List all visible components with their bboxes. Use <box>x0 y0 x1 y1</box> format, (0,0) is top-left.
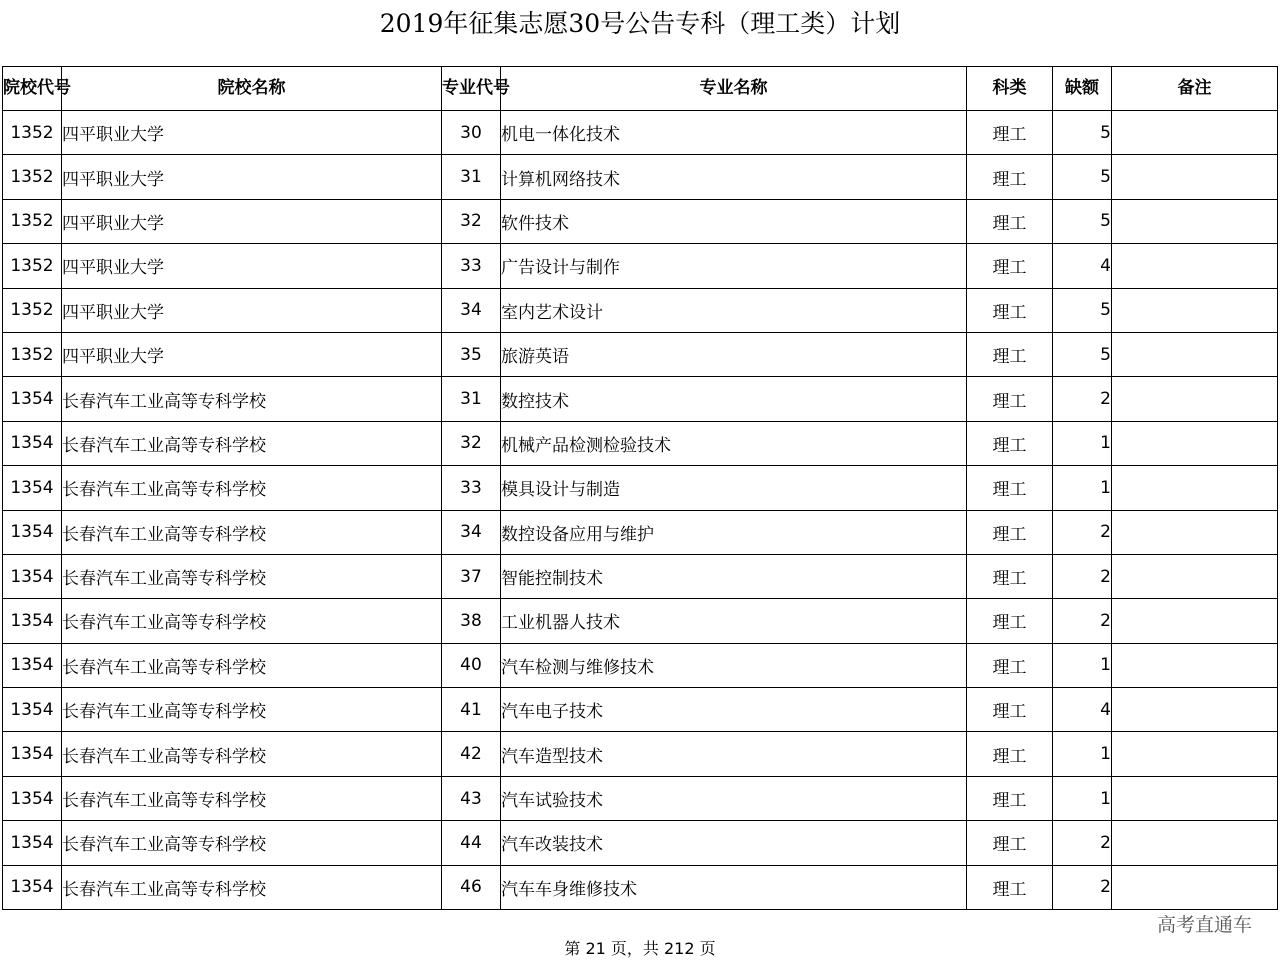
cell-major-code: 32 <box>442 421 501 465</box>
cell-notes <box>1112 288 1278 332</box>
cell-major-code: 34 <box>442 510 501 554</box>
cell-major-code: 32 <box>442 199 501 243</box>
cell-school-code: 1354 <box>3 688 62 732</box>
table-row <box>3 510 1278 554</box>
cell-category: 理工 <box>967 688 1053 732</box>
cell-school-code: 1352 <box>3 288 62 332</box>
table-row <box>3 821 1278 865</box>
table-row <box>3 688 1278 732</box>
table-row <box>3 421 1278 465</box>
cell-notes <box>1112 776 1278 820</box>
cell-category: 理工 <box>967 199 1053 243</box>
enrollment-plan-table <box>2 66 1278 910</box>
cell-school-name: 长春汽车工业高等专科学校 <box>62 821 442 865</box>
cell-notes <box>1112 510 1278 554</box>
cell-school-name: 四平职业大学 <box>62 288 442 332</box>
cell-major-name: 汽车改装技术 <box>501 821 967 865</box>
cell-major-code: 40 <box>442 643 501 687</box>
table-row <box>3 554 1278 598</box>
cell-quota: 1 <box>1053 732 1112 776</box>
cell-major-code: 34 <box>442 288 501 332</box>
cell-notes <box>1112 643 1278 687</box>
cell-notes <box>1112 599 1278 643</box>
table-row <box>3 111 1278 155</box>
cell-major-code: 31 <box>442 377 501 421</box>
cell-notes <box>1112 865 1278 909</box>
cell-school-code: 1354 <box>3 643 62 687</box>
cell-notes <box>1112 332 1278 376</box>
table-row <box>3 377 1278 421</box>
table-body <box>3 111 1278 910</box>
cell-quota: 4 <box>1053 688 1112 732</box>
cell-notes <box>1112 732 1278 776</box>
cell-school-name: 四平职业大学 <box>62 199 442 243</box>
cell-major-name: 机械产品检测检验技术 <box>501 421 967 465</box>
cell-notes <box>1112 111 1278 155</box>
cell-major-name: 广告设计与制作 <box>501 244 967 288</box>
cell-school-code: 1354 <box>3 554 62 598</box>
cell-school-name: 四平职业大学 <box>62 244 442 288</box>
cell-school-code: 1352 <box>3 155 62 199</box>
cell-major-name: 汽车试验技术 <box>501 776 967 820</box>
cell-category: 理工 <box>967 421 1053 465</box>
header-quota: 缺额 <box>1053 67 1112 111</box>
cell-major-name: 软件技术 <box>501 199 967 243</box>
cell-major-code: 38 <box>442 599 501 643</box>
cell-school-name: 长春汽车工业高等专科学校 <box>62 554 442 598</box>
watermark: 高考直通车 <box>1156 914 1252 936</box>
cell-school-name: 长春汽车工业高等专科学校 <box>62 599 442 643</box>
cell-major-code: 33 <box>442 466 501 510</box>
header-notes: 备注 <box>1112 67 1278 111</box>
table-row <box>3 599 1278 643</box>
cell-major-code: 44 <box>442 821 501 865</box>
table-row <box>3 643 1278 687</box>
table-row <box>3 332 1278 376</box>
cell-major-name: 汽车检测与维修技术 <box>501 643 967 687</box>
cell-quota: 4 <box>1053 244 1112 288</box>
table-row <box>3 288 1278 332</box>
cell-school-code: 1354 <box>3 821 62 865</box>
cell-major-code: 31 <box>442 155 501 199</box>
cell-school-name: 长春汽车工业高等专科学校 <box>62 643 442 687</box>
cell-school-code: 1354 <box>3 732 62 776</box>
cell-major-name: 工业机器人技术 <box>501 599 967 643</box>
cell-school-name: 长春汽车工业高等专科学校 <box>62 776 442 820</box>
cell-notes <box>1112 155 1278 199</box>
cell-quota: 2 <box>1053 510 1112 554</box>
cell-major-name: 室内艺术设计 <box>501 288 967 332</box>
cell-category: 理工 <box>967 377 1053 421</box>
cell-major-code: 46 <box>442 865 501 909</box>
cell-school-code: 1354 <box>3 776 62 820</box>
table-header-row <box>3 67 1278 111</box>
page-footer: 第 21 页，共 212 页 <box>564 939 716 958</box>
cell-major-name: 数控技术 <box>501 377 967 421</box>
cell-notes <box>1112 821 1278 865</box>
cell-quota: 5 <box>1053 199 1112 243</box>
cell-category: 理工 <box>967 111 1053 155</box>
table-row <box>3 244 1278 288</box>
cell-category: 理工 <box>967 732 1053 776</box>
cell-school-name: 四平职业大学 <box>62 111 442 155</box>
cell-notes <box>1112 688 1278 732</box>
table-row <box>3 732 1278 776</box>
cell-school-code: 1354 <box>3 599 62 643</box>
cell-major-name: 计算机网络技术 <box>501 155 967 199</box>
cell-category: 理工 <box>967 466 1053 510</box>
cell-quota: 5 <box>1053 332 1112 376</box>
cell-school-code: 1352 <box>3 332 62 376</box>
table-row <box>3 155 1278 199</box>
table-row <box>3 776 1278 820</box>
table-row <box>3 466 1278 510</box>
cell-category: 理工 <box>967 510 1053 554</box>
cell-school-name: 长春汽车工业高等专科学校 <box>62 466 442 510</box>
cell-category: 理工 <box>967 288 1053 332</box>
cell-school-code: 1354 <box>3 377 62 421</box>
cell-school-code: 1354 <box>3 865 62 909</box>
cell-quota: 2 <box>1053 377 1112 421</box>
cell-major-code: 30 <box>442 111 501 155</box>
header-school-code: 院校代号 <box>3 67 62 111</box>
cell-major-code: 33 <box>442 244 501 288</box>
cell-quota: 2 <box>1053 554 1112 598</box>
cell-school-name: 长春汽车工业高等专科学校 <box>62 732 442 776</box>
cell-school-code: 1354 <box>3 421 62 465</box>
cell-school-name: 四平职业大学 <box>62 332 442 376</box>
table-row <box>3 199 1278 243</box>
cell-school-name: 长春汽车工业高等专科学校 <box>62 377 442 421</box>
cell-category: 理工 <box>967 865 1053 909</box>
page-title: 2019年征集志愿30号公告专科（理工类）计划 <box>379 9 901 38</box>
cell-school-name: 长春汽车工业高等专科学校 <box>62 865 442 909</box>
cell-school-code: 1352 <box>3 111 62 155</box>
cell-category: 理工 <box>967 332 1053 376</box>
cell-major-code: 37 <box>442 554 501 598</box>
cell-major-name: 数控设备应用与维护 <box>501 510 967 554</box>
header-major-code: 专业代号 <box>442 67 501 111</box>
cell-school-code: 1352 <box>3 244 62 288</box>
cell-major-code: 35 <box>442 332 501 376</box>
cell-notes <box>1112 421 1278 465</box>
cell-school-name: 四平职业大学 <box>62 155 442 199</box>
cell-school-code: 1354 <box>3 466 62 510</box>
cell-major-code: 41 <box>442 688 501 732</box>
cell-major-name: 机电一体化技术 <box>501 111 967 155</box>
cell-quota: 2 <box>1053 599 1112 643</box>
cell-notes <box>1112 554 1278 598</box>
cell-quota: 5 <box>1053 155 1112 199</box>
cell-category: 理工 <box>967 244 1053 288</box>
cell-major-name: 汽车造型技术 <box>501 732 967 776</box>
cell-quota: 5 <box>1053 111 1112 155</box>
cell-quota: 1 <box>1053 421 1112 465</box>
cell-major-code: 43 <box>442 776 501 820</box>
cell-notes <box>1112 199 1278 243</box>
table-row <box>3 865 1278 909</box>
cell-quota: 1 <box>1053 643 1112 687</box>
cell-category: 理工 <box>967 554 1053 598</box>
cell-major-name: 汽车电子技术 <box>501 688 967 732</box>
cell-major-name: 旅游英语 <box>501 332 967 376</box>
cell-school-code: 1352 <box>3 199 62 243</box>
cell-quota: 2 <box>1053 865 1112 909</box>
header-school-name: 院校名称 <box>62 67 442 111</box>
cell-school-name: 长春汽车工业高等专科学校 <box>62 510 442 554</box>
cell-category: 理工 <box>967 643 1053 687</box>
cell-quota: 5 <box>1053 288 1112 332</box>
cell-category: 理工 <box>967 776 1053 820</box>
cell-school-code: 1354 <box>3 510 62 554</box>
cell-major-name: 汽车车身维修技术 <box>501 865 967 909</box>
cell-major-name: 模具设计与制造 <box>501 466 967 510</box>
cell-quota: 2 <box>1053 821 1112 865</box>
cell-category: 理工 <box>967 155 1053 199</box>
cell-school-name: 长春汽车工业高等专科学校 <box>62 421 442 465</box>
header-category: 科类 <box>967 67 1053 111</box>
cell-notes <box>1112 244 1278 288</box>
cell-category: 理工 <box>967 599 1053 643</box>
cell-quota: 1 <box>1053 776 1112 820</box>
cell-category: 理工 <box>967 821 1053 865</box>
cell-quota: 1 <box>1053 466 1112 510</box>
cell-notes <box>1112 466 1278 510</box>
cell-major-name: 智能控制技术 <box>501 554 967 598</box>
cell-notes <box>1112 377 1278 421</box>
header-major-name: 专业名称 <box>501 67 967 111</box>
cell-major-code: 42 <box>442 732 501 776</box>
cell-school-name: 长春汽车工业高等专科学校 <box>62 688 442 732</box>
